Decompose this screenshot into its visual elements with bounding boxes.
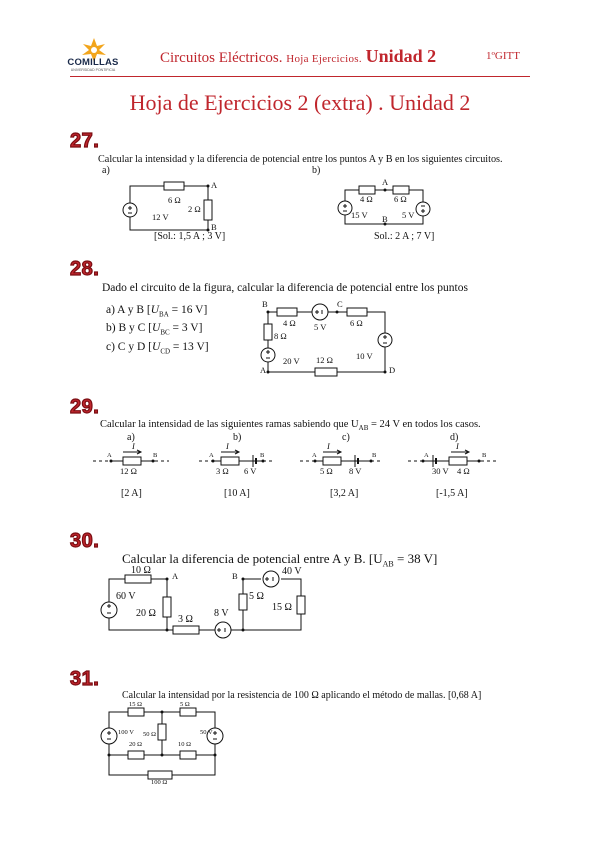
logo-subtitle: UNIVERSIDAD PONTIFICIA	[70, 68, 116, 72]
exercise-27b-node-a: A	[382, 177, 389, 187]
logo-text: COMILLAS	[67, 57, 119, 68]
header-title-sheet: Hoja Ejercicios.	[286, 53, 362, 65]
exercise-30-v2: 8 V	[214, 608, 229, 619]
exercise-28-v3: 10 V	[356, 351, 373, 361]
exercise-29-number: 29.	[70, 396, 100, 418]
exercise-31-r2: 5 Ω	[180, 701, 190, 708]
exercise-27b-r1: 4 Ω	[360, 194, 373, 204]
exercise-27b-source2: 5 V	[402, 210, 415, 220]
exercise-28-r2: 6 Ω	[350, 318, 363, 328]
exercise-30-r2: 20 Ω	[136, 608, 156, 619]
exercise-31-r3: 50 Ω	[143, 731, 156, 738]
exercise-31-r4: 20 Ω	[129, 741, 142, 748]
exercise-30-r1: 10 Ω	[131, 565, 151, 576]
exercise-29b-current: I	[226, 441, 229, 451]
exercise-27a-node-a: A	[211, 180, 218, 190]
exercise-31-circuit	[100, 700, 230, 785]
exercise-27-number: 27.	[70, 130, 100, 152]
exercise-29a-resistor: 12 Ω	[120, 466, 137, 476]
exercise-27b-node-b: B	[382, 214, 388, 224]
header-title-course: Circuitos Eléctricos.	[160, 50, 283, 66]
exercise-27a-source: 12 V	[152, 212, 169, 222]
exercise-29-branches	[93, 444, 513, 474]
exercise-31-r6: 100 Ω	[151, 779, 168, 786]
exercise-29c-source: 8 V	[349, 466, 362, 476]
exercise-28-item-b: b) B y C [$U_{BC} = 3$ V]	[106, 322, 203, 337]
exercise-30-node-a: A	[172, 571, 179, 581]
exercise-29-statement: Calcular la intensidad de las siguientes ramas sabiendo que $U_{AB} = 24$ V en todos los casos.	[100, 419, 481, 433]
exercise-27b-r2: 6 Ω	[394, 194, 407, 204]
exercise-29b-source: 6 V	[244, 466, 257, 476]
exercise-29d-label: d)	[450, 432, 459, 443]
exercise-31-v2: 50 V	[200, 729, 213, 736]
exercise-30-number: 30.	[70, 530, 100, 552]
exercise-28-r1: 4 Ω	[283, 318, 296, 328]
exercise-31-r5: 10 Ω	[178, 741, 191, 748]
exercise-28-node-d: D	[389, 365, 396, 375]
exercise-28-node-c: C	[337, 299, 343, 309]
exercise-28-r3: 8 Ω	[274, 331, 287, 341]
exercise-30-r3: 3 Ω	[178, 614, 193, 625]
header-divider	[70, 76, 530, 77]
exercise-28-node-b: B	[262, 299, 268, 309]
exercise-27b-solution: Sol.: 2 A ; 7 V]	[374, 231, 435, 242]
page-title: Hoja de Ejercicios 2 (extra) . Unidad 2	[129, 90, 471, 115]
exercise-29d-resistor: 4 Ω	[457, 466, 470, 476]
exercise-28-number: 28.	[70, 258, 100, 280]
exercise-27b-circuit	[335, 180, 435, 235]
exercise-27a-label: a)	[102, 165, 110, 176]
exercise-30-v1: 60 V	[116, 591, 136, 602]
header-title-unit: Unidad 2	[365, 46, 437, 66]
exercise-31-statement: Calcular la intensidad por la resistencia de 100 Ω aplicando el método de mallas. [0,68 A]	[122, 690, 482, 701]
exercise-27-statement: Calcular la intensidad y la diferencia de potencial entre los puntos A y B en los siguientes circuitos.	[98, 154, 503, 165]
exercise-28-v2: 20 V	[283, 356, 300, 366]
exercise-28-item-c: c) C y D [$U_{CD} = 13$ V]	[106, 341, 209, 356]
exercise-29a-label: a)	[127, 432, 135, 443]
exercise-27a-circuit	[120, 180, 220, 235]
header-title	[160, 46, 436, 67]
exercise-29a-answer: [2 A]	[121, 488, 142, 499]
exercise-30-r4: 5 Ω	[249, 591, 264, 602]
exercise-30-statement: Calcular la diferencia de potencial entre A y B. [$U_{AB} = 38$ V]	[122, 551, 438, 569]
exercise-30-node-b: B	[232, 571, 238, 581]
exercise-29d-source: 30 V	[432, 466, 449, 476]
exercise-28-r4: 12 Ω	[316, 355, 333, 365]
exercise-29c-answer: [3,2 A]	[330, 488, 359, 499]
exercise-28-v1: 5 V	[314, 322, 327, 332]
exercise-29c-current: I	[327, 441, 330, 451]
exercise-27b-source1: 15 V	[351, 210, 368, 220]
exercise-29a-current: I	[132, 441, 135, 451]
exercise-31-number: 31.	[70, 668, 100, 690]
exercise-27b-label: b)	[312, 165, 321, 176]
exercise-29b-label: b)	[233, 432, 242, 443]
exercise-29c-label: c)	[342, 432, 350, 443]
exercise-28-item-a: a) A y B [$U_{BA} = 16$ V]	[106, 304, 208, 319]
exercise-29c-resistor: 5 Ω	[320, 466, 333, 476]
exercise-28-statement: Dado el circuito de la figura, calcular la diferencia de potencial entre los puntos	[102, 282, 468, 294]
exercise-29b-resistor: 3 Ω	[216, 466, 229, 476]
exercise-27a-node-b: B	[211, 222, 217, 232]
exercise-27a-r2: 2 Ω	[188, 204, 201, 214]
exercise-28-node-a: A	[260, 365, 267, 375]
exercise-27a-solution: [Sol.: 1,5 A ; 3 V]	[154, 231, 226, 242]
exercise-29d-answer: [-1,5 A]	[436, 488, 468, 499]
header-course: 1ºGITT	[486, 50, 520, 62]
exercise-31-r1: 15 Ω	[129, 701, 142, 708]
exercise-31-v1: 100 V	[118, 729, 134, 736]
exercise-30-r5: 15 Ω	[272, 602, 292, 613]
exercise-29d-current: I	[456, 441, 459, 451]
exercise-27a-r1: 6 Ω	[168, 195, 181, 205]
exercise-30-v3: 40 V	[282, 566, 302, 577]
exercise-29b-answer: [10 A]	[224, 488, 250, 499]
